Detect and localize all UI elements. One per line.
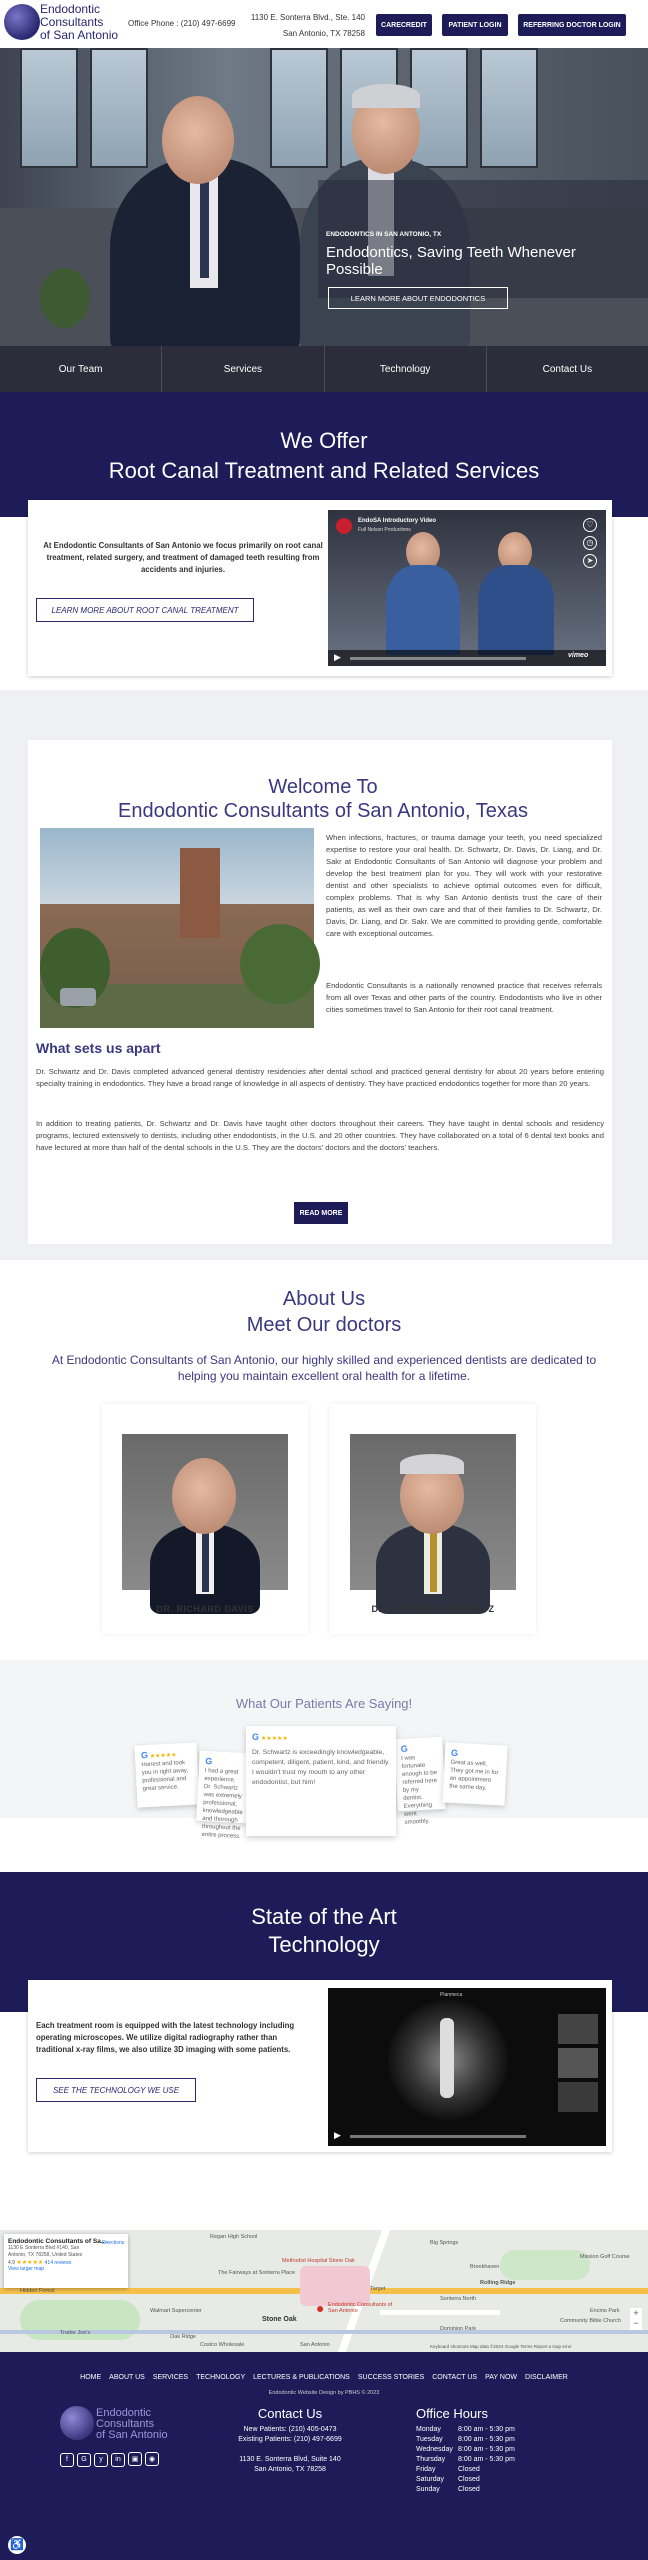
map-label: Rolling Ridge bbox=[480, 2280, 516, 2286]
video-subtitle: Full Nelson Productions bbox=[358, 527, 411, 533]
google-icon: G bbox=[450, 1747, 459, 1759]
review-card-featured[interactable] bbox=[246, 1726, 396, 1836]
hair bbox=[400, 1454, 464, 1474]
map-rating: 4.9 bbox=[8, 2260, 15, 2266]
map-label: Big Springs bbox=[430, 2240, 459, 2246]
logo-line-2: Consultants bbox=[40, 15, 104, 29]
heart-icon[interactable]: ♡ bbox=[583, 518, 597, 532]
hours-row: Saturday Closed bbox=[416, 2476, 480, 2483]
footer-logo-icon[interactable] bbox=[60, 2406, 94, 2440]
google-icon: G bbox=[252, 1732, 260, 1742]
pin-label: Endodontic Consultants of San Antonio bbox=[328, 2302, 393, 2314]
technology-heading-2: Technology bbox=[268, 1932, 380, 1957]
stars: ★★★★★ bbox=[260, 1736, 288, 1742]
face bbox=[172, 1458, 236, 1534]
view-larger-map-link[interactable]: View larger map bbox=[8, 2266, 45, 2272]
patient-login-button[interactable]: PATIENT LOGIN bbox=[442, 14, 508, 36]
play-icon[interactable]: ▶ bbox=[334, 2130, 341, 2140]
stars: ★★★★★ bbox=[16, 2260, 44, 2266]
doctor-davis-photo bbox=[122, 1434, 288, 1590]
hospital-area bbox=[300, 2266, 370, 2306]
google-icon: G bbox=[205, 1755, 213, 1767]
footer-contact bbox=[230, 2406, 350, 2475]
footer-link-disclaimer[interactable]: DISCLAIMER bbox=[525, 2374, 568, 2381]
hours-row: Thursday 8:00 am - 5:30 pm bbox=[416, 2456, 515, 2463]
footer-logo-line-1: Endodontic bbox=[96, 2407, 152, 2419]
stars: ★★★★★ bbox=[149, 1752, 177, 1760]
about-heading-1: About Us bbox=[282, 1288, 366, 1310]
tie bbox=[202, 1532, 209, 1592]
offer-section bbox=[0, 392, 648, 517]
review-card[interactable] bbox=[394, 1737, 446, 1826]
read-more-button[interactable]: READ MORE bbox=[294, 1202, 348, 1224]
park-area bbox=[500, 2250, 590, 2280]
map-label: Oak Ridge bbox=[170, 2334, 196, 2340]
offer-heading-2: Root Canal Treatment and Related Services bbox=[108, 458, 540, 483]
footer-link-about[interactable]: ABOUT US bbox=[109, 2374, 145, 2381]
review-text: I was fortunate enough to be referred here by my dentist. Everything went smoothly. bbox=[401, 1755, 438, 1826]
footer-link-pay-now[interactable]: PAY NOW bbox=[485, 2374, 518, 2381]
review-card[interactable] bbox=[442, 1742, 507, 1805]
welcome-card bbox=[28, 740, 612, 1244]
logo-line-1: Endodontic bbox=[40, 2, 101, 16]
see-technology-button[interactable]: SEE THE TECHNOLOGY WE USE bbox=[36, 2078, 196, 2102]
instagram-icon[interactable]: ◉ bbox=[145, 2452, 159, 2466]
directions-link[interactable]: Directions bbox=[102, 2240, 125, 2246]
hours-row: Friday Closed bbox=[416, 2466, 480, 2473]
clock-icon[interactable]: ◷ bbox=[583, 536, 597, 550]
road bbox=[0, 2330, 648, 2334]
hero-kicker: ENDODONTICS IN SAN ANTONIO, TX bbox=[326, 231, 442, 238]
tooth bbox=[440, 2018, 454, 2098]
offer-card bbox=[28, 500, 612, 676]
nav-services[interactable]: Services bbox=[162, 346, 324, 392]
footer-address-2: San Antonio, TX 78258 bbox=[254, 2466, 326, 2473]
video-brand: Planmeca bbox=[440, 1992, 463, 1998]
welcome-heading-1: Welcome To bbox=[268, 776, 378, 798]
google-icon: G bbox=[400, 1743, 408, 1754]
footer-hours bbox=[416, 2406, 536, 2495]
footer-logo-text[interactable] bbox=[96, 2408, 168, 2441]
map-label: Regan High School bbox=[210, 2234, 258, 2240]
doctor-card-schwartz[interactable] bbox=[330, 1404, 536, 1634]
offer-heading-1: We Offer bbox=[280, 428, 368, 453]
welcome-paragraph-4: In addition to treating patients, Dr. Schwartz and Dr. Davis have taught other doctors throughout their careers. They have taught in dental schools and residency programs, lectured extensively to dentists, including other endodontists, in the U.S. and 20 other countries. They have collaborated on a total of 6 dental text books and have lectured at more than half of the dental schools in the U.S. They are the doctors' doctors and the doctors' teachers. bbox=[36, 1119, 604, 1152]
progress-bar[interactable] bbox=[350, 2135, 526, 2138]
window bbox=[410, 48, 468, 168]
footer-link-services[interactable]: SERVICES bbox=[152, 2374, 189, 2381]
review-text-featured: Dr. Schwartz is exceedingly knowledgeable, competent, diligent, patient, kind, and friendly. I wouldn't trust my mouth to any other endodontist, but him! bbox=[252, 1749, 390, 1786]
footer-logo-line-3: of San Antonio bbox=[96, 2429, 168, 2441]
review-text: I had a great experience. Dr. Schwartz was extremely professional, knowledgeable and thorough throughout the entire process. bbox=[201, 1767, 243, 1840]
share-icon[interactable]: ➤ bbox=[583, 554, 597, 568]
carecredit-button[interactable]: CARECREDIT bbox=[376, 14, 432, 36]
map-label: Costco Wholesale bbox=[200, 2342, 245, 2348]
window bbox=[20, 48, 78, 168]
map-place-card bbox=[4, 2234, 128, 2288]
yelp-icon[interactable]: y bbox=[94, 2453, 108, 2467]
hair bbox=[352, 84, 420, 108]
map-label: San Antonio bbox=[300, 2342, 330, 2348]
thumbnail bbox=[558, 2014, 598, 2044]
map-label: Stone Oak bbox=[262, 2316, 297, 2323]
vimeo-logo[interactable]: vimeo bbox=[568, 652, 589, 659]
doctor-davis-face bbox=[162, 96, 234, 184]
map-label: Community Bible Church bbox=[560, 2318, 621, 2324]
hours-row: Tuesday 8:00 am - 5:30 pm bbox=[416, 2436, 515, 2443]
footer-credit: Endodontic Website Design by PBHS © 2023 bbox=[268, 2390, 380, 2396]
review-card[interactable] bbox=[196, 1751, 252, 1840]
google-map[interactable] bbox=[0, 2230, 648, 2352]
map-label: Target bbox=[370, 2286, 386, 2292]
footer-link-contact[interactable]: CONTACT US bbox=[432, 2374, 478, 2381]
doctor-name-davis: DR. RICHARD DAVIS bbox=[156, 1604, 254, 1614]
footer-link-success[interactable]: SUCCESS STORIES bbox=[357, 2374, 425, 2381]
video-title: EndoSA Introductory Video bbox=[358, 518, 437, 524]
scrubs bbox=[386, 565, 460, 655]
map-label: Hidden Forest bbox=[20, 2288, 55, 2294]
progress-bar[interactable] bbox=[350, 657, 526, 660]
new-patients-phone[interactable]: New Patients: (210) 405-0473 bbox=[243, 2426, 337, 2433]
plant bbox=[40, 268, 90, 328]
technology-card bbox=[28, 1980, 612, 2152]
doctor-card-davis[interactable] bbox=[102, 1404, 308, 1634]
office-phone[interactable]: Office Phone : (210) 497-6699 bbox=[128, 19, 236, 28]
review-card[interactable] bbox=[134, 1742, 199, 1807]
window bbox=[480, 48, 538, 168]
road bbox=[380, 2310, 500, 2315]
welcome-paragraph-2: Endodontic Consultants is a nationally renowned practice that receives referrals from all over Texas and other parts of the country. Endodontists who live in other cities sometimes travel to San Antonio for their root canal treatment. bbox=[326, 981, 602, 1014]
review-text: Honest and took you in right away, professional and great service. bbox=[141, 1760, 189, 1793]
hours-row: Wednesday 8:00 am - 5:30 pm bbox=[416, 2446, 515, 2453]
building-photo bbox=[40, 828, 314, 1028]
map-label: Walmart Supercenter bbox=[150, 2308, 202, 2314]
map-label: Mission Golf Course bbox=[580, 2254, 630, 2260]
what-sets-us-apart-heading: What sets us apart bbox=[36, 1040, 161, 1056]
footer-logo-line-2: Consultants bbox=[96, 2418, 155, 2430]
logo-line-3: of San Antonio bbox=[40, 28, 119, 42]
youtube-icon[interactable]: ▣ bbox=[128, 2452, 142, 2466]
nav-technology[interactable]: Technology bbox=[325, 346, 487, 392]
map-label: Methodist Hospital Stone Oak bbox=[282, 2258, 355, 2264]
scrubs bbox=[478, 565, 554, 655]
welcome-paragraph-1: When infections, fractures, or trauma damage your teeth, you need specialized expertise to restore your oral health. Dr. Schwartz, Dr. Davis, Dr. Liang, and Dr. Sakr at Endodontic Consultants of San Antonio will diagnose your problem and develop the best treatment plan for you. They will work with your restorative dentist and other specialists to achieve optimal outcomes even for difficult, complex problems. That is why San Antonio dentists trust the care of their patients, as well as their own care and that of their families to Dr. Schwartz, Dr. Davis, Dr. Liang, and Dr. Sakr. We are committed to providing gentle, comfortable care with exceptional outcomes. bbox=[326, 833, 602, 938]
footer-address-1: 1130 E. Sonterra Blvd, Suite 140 bbox=[239, 2456, 341, 2463]
footer-link-technology[interactable]: TECHNOLOGY bbox=[196, 2374, 246, 2381]
hours-row: Monday 8:00 am - 5:30 pm bbox=[416, 2426, 515, 2433]
map-label: The Fairways at Sonterra Place bbox=[218, 2270, 296, 2276]
google-icon[interactable]: G bbox=[77, 2453, 91, 2467]
doctor-name-schwartz: DR. RICHARD SCHWARTZ bbox=[371, 1604, 495, 1614]
map-place-address: 1130 E Sonterra Blvd #140, San Antonio, TX 78258, United States bbox=[8, 2245, 83, 2258]
google-icon: G bbox=[140, 1749, 149, 1761]
thumbnail bbox=[558, 2048, 598, 2078]
about-text: At Endodontic Consultants of San Antonio, our highly skilled and experienced dentists are dedicated to helping you maintain excellent oral health for a lifetime. bbox=[51, 1353, 597, 1383]
office-hours-title: Office Hours bbox=[416, 2406, 489, 2421]
reviews-heading: What Our Patients Are Saying! bbox=[235, 1696, 413, 1711]
tree bbox=[240, 924, 320, 1004]
map-label: Dominion Park bbox=[440, 2326, 477, 2332]
facebook-icon[interactable]: f bbox=[60, 2453, 74, 2467]
map-reviews[interactable]: 414 reviews bbox=[44, 2260, 72, 2266]
address-line-1: 1130 E. Sonterra Blvd., Ste. 140 bbox=[250, 13, 365, 22]
footer-link-lectures[interactable]: LECTURES & PUBLICATIONS bbox=[253, 2374, 350, 2381]
map-place-name: Endodontic Consultants of Sa... bbox=[8, 2238, 107, 2245]
about-heading-2: Meet Our doctors bbox=[246, 1314, 402, 1336]
map-footer-text: Keyboard shortcuts Map data ©2024 Google Terms Report a map error bbox=[430, 2344, 572, 2349]
nav-our-team[interactable]: Our Team bbox=[0, 346, 162, 392]
tie bbox=[430, 1532, 437, 1592]
technology-heading-1: State of the Art bbox=[251, 1904, 397, 1929]
review-text: Great as well. They got me in for an appointment the same day. bbox=[449, 1759, 499, 1792]
map-label: Brookhaven bbox=[470, 2264, 500, 2270]
logo-icon[interactable] bbox=[4, 4, 40, 40]
site-footer bbox=[0, 2352, 648, 2560]
existing-patients-phone[interactable]: Existing Patients: (210) 497-6699 bbox=[238, 2436, 342, 2443]
map-pin-icon[interactable]: ● bbox=[316, 2300, 325, 2316]
map-label: Sonterra North bbox=[440, 2296, 477, 2302]
window bbox=[90, 48, 148, 168]
technology-text: Each treatment room is equipped with the latest technology including operating microscopes. We utilize digital radiography rather than traditional x-ray films, we also utilize 3D imaging with some patients. bbox=[36, 2021, 295, 2054]
hours-row: Sunday Closed bbox=[416, 2486, 480, 2493]
play-icon[interactable]: ▶ bbox=[334, 652, 341, 662]
video-channel-icon bbox=[336, 518, 352, 534]
offer-text: At Endodontic Consultants of San Antonio we focus primarily on root canal treatment, related surgery, and treatment of damaged teeth resulting from accidents and injuries. bbox=[43, 541, 323, 574]
linkedin-icon[interactable]: in bbox=[111, 2453, 125, 2467]
building-tower bbox=[180, 848, 220, 938]
tie bbox=[200, 178, 209, 278]
footer-link-home[interactable]: HOME bbox=[80, 2374, 102, 2381]
learn-more-endodontics-button[interactable]: LEARN MORE ABOUT ENDODONTICS bbox=[328, 287, 508, 309]
welcome-paragraph-3: Dr. Schwartz and Dr. Davis completed advanced general dentistry residencies after dental school and practiced general dentistry for about 20 years before entering specialty training in endodontics. They have a broad range of knowledge in all aspects of dentistry. They have practiced endodontics together for more than 20 years. bbox=[36, 1067, 604, 1088]
thumbnail bbox=[558, 2082, 598, 2112]
map-label: Encino Park bbox=[590, 2308, 620, 2314]
welcome-heading-2: Endodontic Consultants of San Antonio, Texas bbox=[118, 800, 528, 822]
site-header bbox=[0, 0, 648, 48]
footer-contact-title: Contact Us bbox=[257, 2406, 323, 2421]
intro-video[interactable] bbox=[328, 510, 606, 666]
main-nav bbox=[0, 346, 648, 392]
referring-doctor-login-button[interactable]: REFERRING DOCTOR LOGIN bbox=[518, 14, 626, 36]
nav-contact-us[interactable]: Contact Us bbox=[542, 363, 593, 375]
learn-more-root-canal-button[interactable]: LEARN MORE ABOUT ROOT CANAL TREATMENT bbox=[36, 598, 254, 622]
accessibility-icon[interactable]: ♿ bbox=[8, 2536, 26, 2554]
doctor-schwartz-photo bbox=[350, 1434, 516, 1590]
technology-video[interactable] bbox=[328, 1988, 606, 2146]
header-address bbox=[232, 10, 365, 42]
social-icons bbox=[60, 2448, 162, 2467]
logo-text[interactable] bbox=[40, 3, 118, 42]
window bbox=[270, 48, 328, 168]
map-label: Trader Joe's bbox=[60, 2330, 91, 2336]
car bbox=[60, 988, 96, 1006]
hero-title: Endodontics, Saving Teeth Whenever Possible bbox=[326, 244, 576, 278]
footer-nav bbox=[0, 2374, 648, 2381]
zoom-controls[interactable]: + − bbox=[630, 2308, 642, 2330]
address-line-2: San Antonio, TX 78258 bbox=[282, 29, 365, 38]
hero-overlay bbox=[318, 180, 648, 298]
